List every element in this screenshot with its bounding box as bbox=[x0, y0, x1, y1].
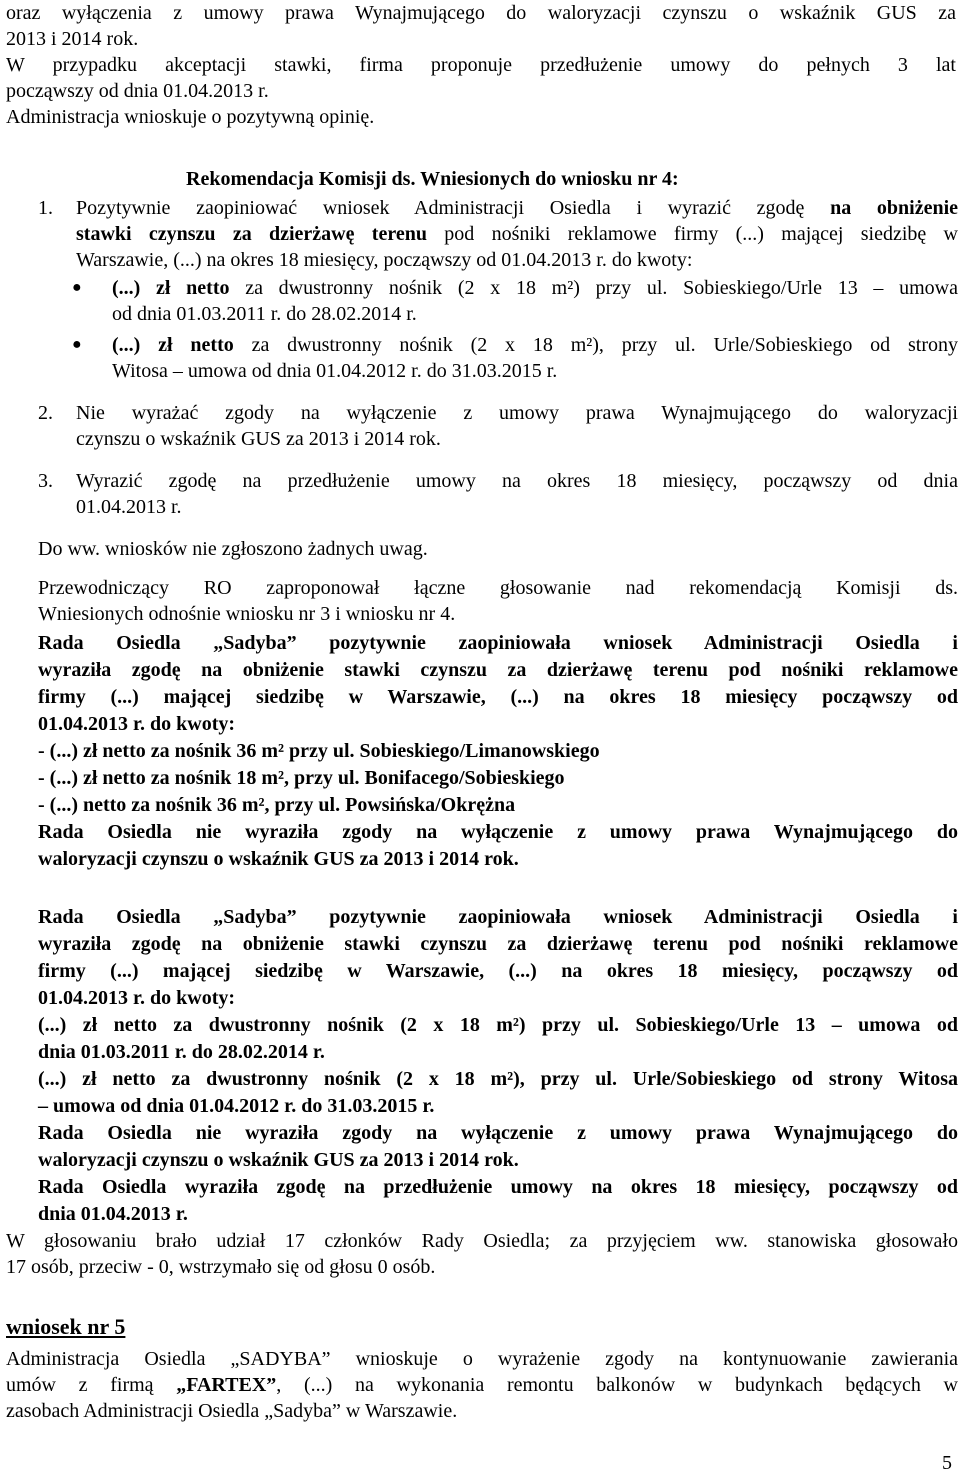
text-line: - (...) zł netto za nośnik 18 m², przy ul. Bonifacego/Sobieskiego bbox=[38, 767, 565, 789]
text-line: (...) zł netto za dwustronny nośnik (2 x 18 m²) przy ul. Sobieskiego/Urle 13 – umowa od bbox=[38, 1014, 958, 1036]
text-span: za dwustronny nośnik (2 x 18 m²) przy ul. Sobieskiego/Urle 13 – umowa bbox=[245, 277, 959, 299]
list-number: 1. bbox=[38, 197, 53, 219]
text-line: począwszy od dnia 01.04.2013 r. bbox=[6, 80, 269, 102]
text-line: Przewodniczący RO zaproponował łączne głosowanie nad rekomendacją Komisji ds. bbox=[38, 577, 958, 599]
recommendation-heading: Rekomendacja Komisji ds. Wniesionych do wniosku nr 4: bbox=[186, 168, 679, 190]
text-line: czynszu o wskaźnik GUS za 2013 i 2014 rok. bbox=[76, 428, 441, 450]
text-line: 01.04.2013 r. bbox=[76, 496, 182, 518]
text-span-bold: na obniżenie bbox=[830, 197, 958, 219]
text-line: Rada Osiedla nie wyraziła zgody na wyłączenie z umowy prawa Wynajmującego do bbox=[38, 821, 958, 843]
text-line bbox=[6, 1372, 958, 1398]
text-span: Pozytywnie zaopiniować wniosek Administracji Osiedla i wyrazić zgodę bbox=[76, 197, 805, 219]
text-line: wyraziła zgodę na obniżenie stawki czynszu za dzierżawę terenu pod nośniki reklamowe bbox=[38, 659, 958, 681]
text-span-bold: (...) zł netto bbox=[112, 277, 230, 299]
text-line: - (...) zł netto za nośnik 36 m² przy ul. Sobieskiego/Limanowskiego bbox=[38, 740, 600, 762]
section-heading: wniosek nr 5 bbox=[6, 1314, 126, 1339]
text-line: dnia 01.03.2011 r. do 28.02.2014 r. bbox=[38, 1041, 325, 1063]
text-line: waloryzacji czynszu o wskaźnik GUS za 2013 i 2014 rok. bbox=[38, 848, 519, 870]
text-line: – umowa od dnia 01.04.2012 r. do 31.03.2015 r. bbox=[38, 1095, 435, 1117]
text-line: 01.04.2013 r. do kwoty: bbox=[38, 713, 236, 735]
text-line: Witosa – umowa od dnia 01.04.2012 r. do 31.03.2015 r. bbox=[112, 360, 558, 382]
text-line bbox=[112, 275, 958, 301]
text-span-bold: „FARTEX” bbox=[176, 1374, 277, 1396]
text-span-bold: (...) zł netto bbox=[112, 334, 234, 356]
text-line: Do ww. wniosków nie zgłoszono żadnych uwag. bbox=[38, 538, 428, 560]
text-line: Rada Osiedla wyraziła zgodę na przedłużenie umowy na okres 18 miesięcy, począwszy od bbox=[38, 1176, 958, 1198]
text-line: Rada Osiedla „Sadyba” pozytywnie zaopiniowała wniosek Administracji Osiedla i bbox=[38, 632, 958, 654]
bullet-icon: ● bbox=[72, 279, 82, 296]
text-line: Wyrazić zgodę na przedłużenie umowy na okres 18 miesięcy, począwszy od dnia bbox=[76, 470, 958, 492]
text-line: firmy (...) mającej siedzibę w Warszawie, (...) na okres 18 miesięcy, począwszy od bbox=[38, 960, 958, 982]
text-line: zasobach Administracji Osiedla „Sadyba” w Warszawie. bbox=[6, 1400, 458, 1422]
text-line: wyraziła zgodę na obniżenie stawki czynszu za dzierżawę terenu pod nośniki reklamowe bbox=[38, 933, 958, 955]
text-line: 17 osób, przeciw - 0, wstrzymało się od głosu 0 osób. bbox=[6, 1256, 436, 1278]
text-line: Rada Osiedla „Sadyba” pozytywnie zaopiniowała wniosek Administracji Osiedla i bbox=[38, 906, 958, 928]
text-line: Nie wyrażać zgody na wyłączenie z umowy prawa Wynajmującego do waloryzacji bbox=[76, 402, 958, 424]
text-span: za dwustronny nośnik (2 x 18 m²), przy ul. Urle/Sobieskiego od strony bbox=[251, 334, 959, 356]
text-line bbox=[76, 221, 958, 247]
text-line: W przypadku akceptacji stawki, firma proponuje przedłużenie umowy do pełnych 3 lat bbox=[6, 54, 956, 76]
text-line: od dnia 01.03.2011 r. do 28.02.2014 r. bbox=[112, 303, 417, 325]
text-line bbox=[76, 195, 958, 221]
text-line: - (...) netto za nośnik 36 m², przy ul. Powsińska/Okrężna bbox=[38, 794, 516, 816]
text-span: pod nośniki reklamowe firmy (...) mającej siedzibę w bbox=[444, 223, 958, 245]
text-line: 2013 i 2014 rok. bbox=[6, 28, 139, 50]
text-line: waloryzacji czynszu o wskaźnik GUS za 2013 i 2014 rok. bbox=[38, 1149, 519, 1171]
text-line bbox=[112, 332, 958, 358]
page-number: 5 bbox=[942, 1452, 952, 1474]
text-line: Administracja Osiedla „SADYBA” wnioskuje o wyrażenie zgody na kontynuowanie zawierania bbox=[6, 1348, 958, 1370]
text-line: oraz wyłączenia z umowy prawa Wynajmującego do waloryzacji czynszu o wskaźnik GUS za bbox=[6, 2, 956, 24]
list-number: 3. bbox=[38, 470, 53, 492]
text-line: firmy (...) mającej siedzibę w Warszawie, (...) na okres 18 miesięcy począwszy od bbox=[38, 686, 958, 708]
text-span: , (...) na wykonania remontu balkonów w budynkach będących w bbox=[276, 1374, 959, 1396]
text-span: umów z firmą bbox=[6, 1374, 154, 1396]
list-number: 2. bbox=[38, 402, 53, 424]
text-line: W głosowaniu brało udział 17 członków Rady Osiedla; za przyjęciem ww. stanowiska głosowało bbox=[6, 1230, 958, 1252]
text-line: (...) zł netto za dwustronny nośnik (2 x 18 m²), przy ul. Urle/Sobieskiego od strony Witosa bbox=[38, 1068, 958, 1090]
text-line: Administracja wnioskuje o pozytywną opinię. bbox=[6, 106, 375, 128]
text-line: 01.04.2013 r. do kwoty: bbox=[38, 987, 236, 1009]
text-line: dnia 01.04.2013 r. bbox=[38, 1203, 188, 1225]
text-span-bold: stawki czynszu za dzierżawę terenu bbox=[76, 223, 427, 245]
bullet-icon: ● bbox=[72, 336, 82, 353]
text-line: Rada Osiedla nie wyraziła zgody na wyłączenie z umowy prawa Wynajmującego do bbox=[38, 1122, 958, 1144]
text-line: Wniesionych odnośnie wniosku nr 3 i wniosku nr 4. bbox=[38, 603, 456, 625]
text-line: Warszawie, (...) na okres 18 miesięcy, począwszy od 01.04.2013 r. do kwoty: bbox=[76, 249, 693, 271]
